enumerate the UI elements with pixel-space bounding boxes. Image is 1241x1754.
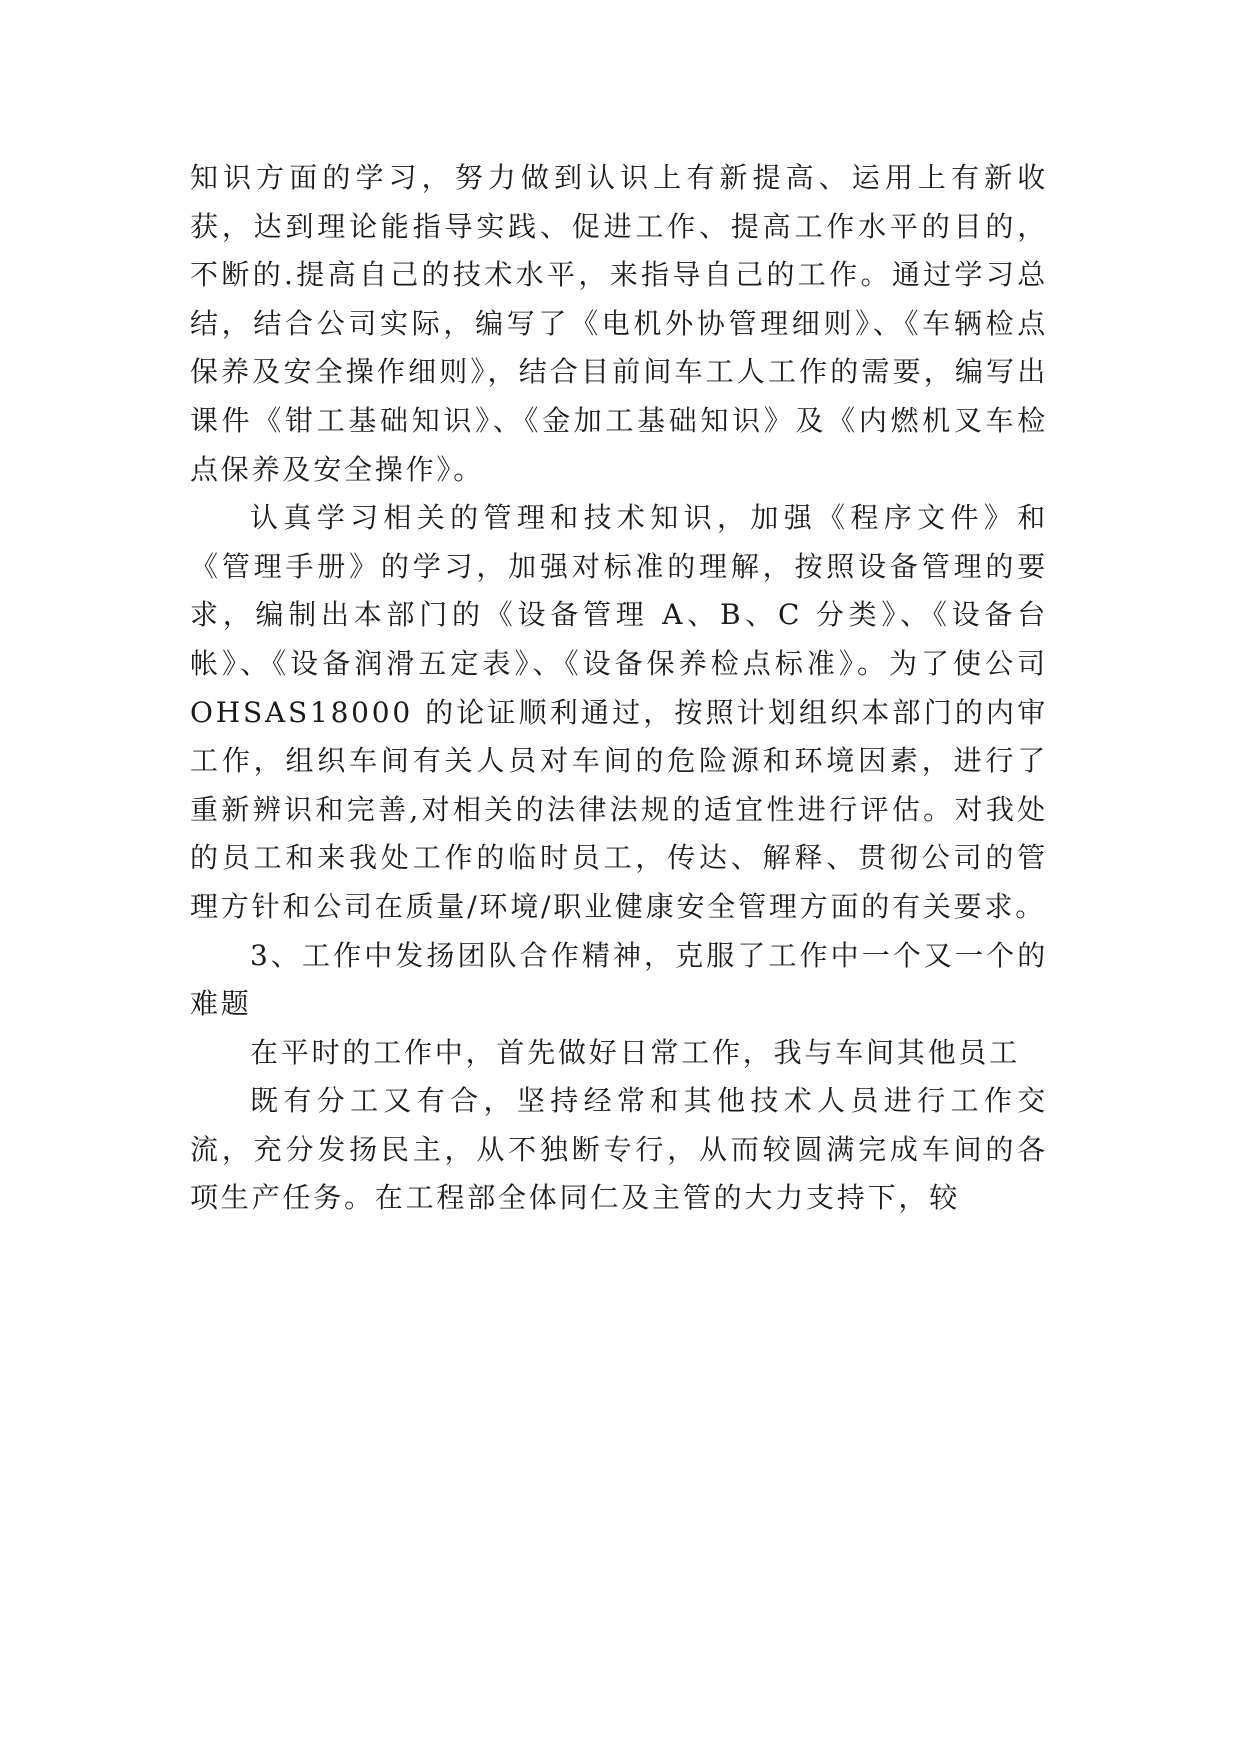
section-heading-3: 3、工作中发扬团队合作精神，克服了工作中一个又一个的难题 [190, 938, 1048, 1021]
paragraph-3: 在平时的工作中，首先做好日常工作，我与车间其他员工 [250, 1035, 1021, 1069]
paragraph-4: 既有分工又有合，坚持经常和其他技术人员进行工作交流，充分发扬民主，从不独断专行，从而较圆满完成车间的各项生产任务。在工程部全体同仁及主管的大力支持下，较 [190, 1084, 1048, 1215]
document-body [190, 154, 1048, 1223]
paragraph-1: 知识方面的学习，努力做到认识上有新提高、运用上有新收获，达到理论能指导实践、促进工作、提高工作水平的目的，不断的.提高自己的技术水平，来指导自己的工作。通过学习总结，结合公司实际，编写了《电机外协管理细则》、《车辆检点保养及安全操作细则》，结合目前间车工人工作的需要，编写出课件《钳工基础知识》、《金加工基础知识》及《内燃机叉车检点保养及安全操作》。 [190, 161, 1048, 486]
paragraph-2: 认真学习相关的管理和技术知识，加强《程序文件》和《管理手册》的学习，加强对标准的理解，按照设备管理的要求，编制出本部门的《设备管理 A、B、C 分类》、《设备台帐》、《设备润滑五定表》、《设备保养检点标准》。为了使公司 OHSAS18000 的论证顺利通过，按照计划组织本部门的内审工作，组织车间有关人员对车间的危险源和环境因素，进行了重新辨识和完善,对相关的法律法规的适宜性进行评估。对我处的员工和来我处工作的临时员工，传达、解释、贯彻公司的管理方针和公司在质量/环境/职业健康安全管理方面的有关要求。 [190, 501, 1048, 923]
